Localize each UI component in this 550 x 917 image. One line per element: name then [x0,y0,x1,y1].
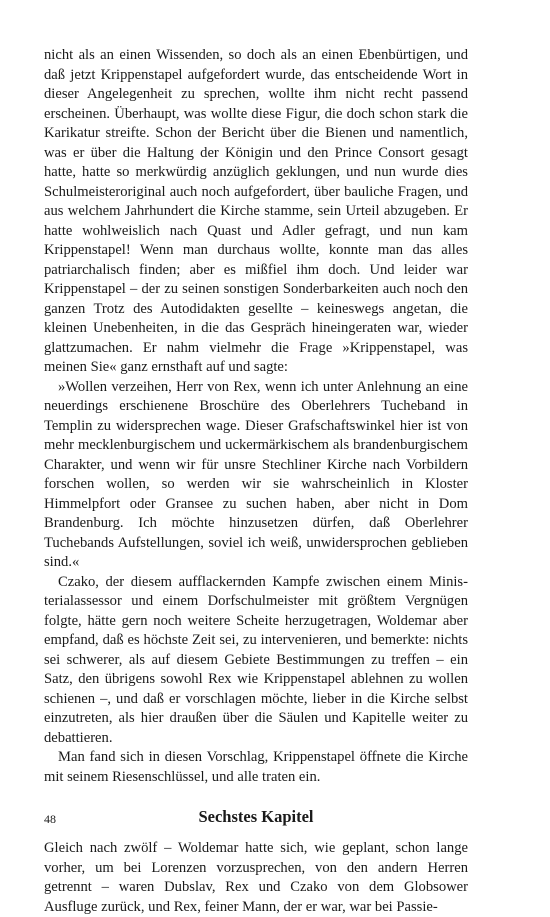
paragraph-krippenstapel-speech: »Wollen verzeihen, Herr von Rex, wenn ich unter Anlehnung an eine neuerdings erschienene Broschüre des Oberlehrers Tucheband in Templin zu widersprechen wage. Dieser Grafschaftswinkel hier ist von mehr mecklenburgischem und uckermärkischem als brandenburgischem Charakter, und wenn wir für unsre Stechliner Kirche nach Vorbildern forschen wollen, so werden wir sie wahrscheinlich in Kloster Himmelpfort oder Gransee zu suchen haben, aber nicht in Dom Brandenburg. Ich möchte hinzusetzen dürfen, daß Oberlehrer Tuchebands Aufstellungen, soviel ich weiß, unwidersprochen geblieben sind.« [44,378,468,570]
page-number: 48 [44,812,56,826]
paragraph-czako: Czako, der diesem aufflackernden Kampfe zwischen einem Ministerialassessor und einem Dorfschulmeister mit größtem Vergnügen folgte, hätte gern noch weitere Scheite herzugetragen, Woldemar aber empfand, daß es höchste Zeit sei, zu intervenieren, und bemerkte: nichts sei schwerer, als auf diesem Gebiete Bestimmungen zu treffen – ein Satz, den übrigens sowohl Rex wie Krippenstapel ablehnen zu wollen schienen –, und daß er vorschlagen möchte, lieber in die Kirche selbst einzutreten, als hier draußen über die Säulen und Kapitelle weiter zu debattieren. [44,573,468,746]
book-page [44,46,468,917]
chapter-opening-paragraph: Gleich nach zwölf – Woldemar hatte sich, wie geplant, schon lange vorher, um bei Lorenzen vorzusprechen, von den andern Herren getrennt – waren Dubslav, Rex und Czako von dem Globsower Ausfluge zurück, und Rex, feiner Mann, der er war, war bei Passie- [44,840,468,915]
paragraph-church-entry: Man fand sich in diesen Vorschlag, Krippenstapel öffnete die Kirche mit seinem Riesenschlüssel, und alle traten ein. [44,749,468,785]
paragraph-continuation: nicht als an einen Wissenden, so doch als an einen Ebenbürtigen, und daß jetzt Krippenstapel aufgefordert wurde, das entscheidende Wort in dieser Angelegenheit zu sprechen, wollte ihm nicht recht passend erscheinen. Überhaupt, was wollte diese Figur, die doch schon stark die Karikatur streifte. Schon der Bericht über die Bienen und namentlich, was er über die Haltung der Königin und den Prince Consort gesagt hatte, hatte so merkwürdig anzüglich geklungen, und nun wurde dies Schulmeisteroriginal auch noch aufgefordert, über bauliche Fragen, und aus welchem Jahrhundert die Kirche stamme, sein Urteil abzugeben. Er hatte wohlweislich nach Quast und Adler gefragt, und nun kam Krippenstapel! Wenn man durchaus wollte, konnte man das alles patriarchalisch finden; aber es mißfiel ihm doch. Und leider war Krippenstapel – der zu seinen sonstigen Sonderbarkeiten auch noch den ganzen Trotz des Autodidakten gesellte – keineswegs angetan, die kleinen Unebenheiten, in die das Gespräch hineingeraten war, wieder glattzumachen. Er nahm vielmehr die Frage »Krippenstapel, was meinen Sie« ganz ernsthaft auf und sagte: [44,47,468,375]
chapter-heading: Sechstes Kapitel [198,807,314,826]
